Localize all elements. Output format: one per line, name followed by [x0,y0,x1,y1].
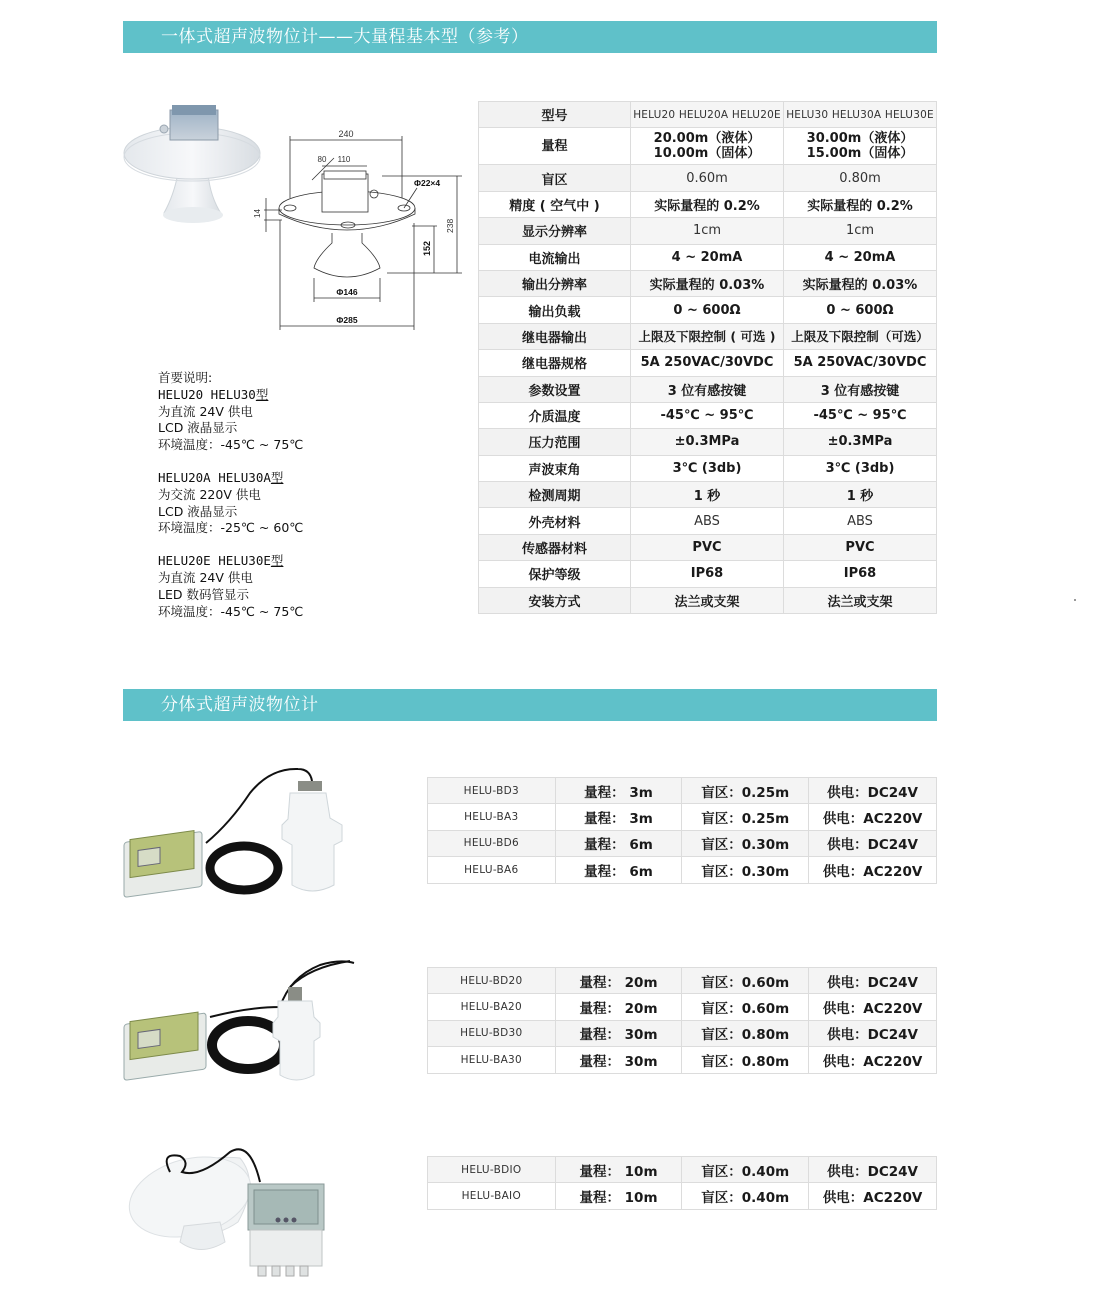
table-row [428,968,937,994]
row-label: 精度 ( 空气中 ) [479,191,631,217]
table-row [428,1047,937,1073]
section-title-integrated: 一体式超声波物位计——大量程基本型（参考） [123,21,937,53]
table-row [479,350,937,376]
value-cell [783,128,936,165]
table-row [479,323,937,349]
row-label: 电流输出 [479,244,631,270]
row-label: 介质温度 [479,402,631,428]
value-cell: PVC [631,534,784,560]
dim-width: 240 [338,129,354,139]
range-cell: 量程： 30m [555,1047,682,1073]
model-cell: HELU-BA30 [428,1047,556,1073]
value-cell: 3℃ (3db) [631,455,784,481]
table-row [479,376,937,402]
value-cell: 4 ~ 20mA [783,244,936,270]
value-cell: 1 秒 [783,482,936,508]
note-line: LCD 液晶显示 [158,420,238,436]
range-cell: 量程： 6m [555,830,682,856]
model-cell: HELU20 HELU20A HELU20E [631,102,784,128]
table-row [428,1183,937,1209]
table-row [479,218,937,244]
split-model-table-3 [427,1156,937,1210]
table-row [428,804,937,830]
value-cell: PVC [783,534,936,560]
dim-holes: Φ22×4 [414,178,441,188]
value-cell: 3 位有感按键 [783,376,936,402]
power-cell: 供电：DC24V [809,1020,937,1046]
power-cell: 供电：DC24V [809,830,937,856]
split-meter-photo-small [120,763,365,913]
table-row [428,1020,937,1046]
integrated-meter-photo [120,95,270,230]
model-cell: HELU-BA6 [428,857,556,883]
range-cell: 量程： 3m [555,778,682,804]
value-cell: IP68 [631,561,784,587]
table-row [479,402,937,428]
row-label: 盲区 [479,165,631,191]
value-cell: 上限及下限控制 ( 可选 ) [631,323,784,349]
model-cell: HELU-BD6 [428,830,556,856]
range-cell: 量程： 3m [555,804,682,830]
range-liquid: 20.00m（液体） [653,131,761,147]
note-model: HELU20A HELU30A [158,469,271,485]
dim-flange-thickness: 14 [253,209,262,218]
value-cell: 0 ~ 600Ω [631,297,784,323]
row-label: 型号 [479,102,631,128]
dimension-drawing [252,128,467,333]
split-flange-meter-photo [120,1142,370,1292]
value-cell: IP68 [783,561,936,587]
table-row [428,857,937,883]
row-label: 压力范围 [479,429,631,455]
split-meter-photo-large [120,957,365,1087]
row-label: 继电器规格 [479,350,631,376]
power-cell: 供电：AC220V [809,857,937,883]
note-block [158,553,303,620]
value-cell: 3 位有感按键 [631,376,784,402]
note-line: 环境温度：-25℃ ~ 60℃ [158,520,304,536]
value-cell: ±0.3MPa [783,429,936,455]
model-notes [158,370,303,636]
row-label: 继电器输出 [479,323,631,349]
dim-total-height: 238 [445,218,455,233]
notes-heading: 首要说明: [158,370,213,385]
value-cell: 1cm [631,218,784,244]
row-label: 声波束角 [479,455,631,481]
note-block [158,387,303,454]
row-label: 安装方式 [479,587,631,613]
blind-cell: 盲区：0.25m [682,804,809,830]
power-cell: 供电：DC24V [809,778,937,804]
table-row [428,1157,937,1183]
blind-cell: 盲区：0.25m [682,778,809,804]
table-row [479,165,937,191]
range-cell: 量程： 10m [555,1183,682,1209]
blind-cell: 盲区：0.30m [682,857,809,883]
row-label: 输出负载 [479,297,631,323]
note-line: 为交流 220V 供电 [158,486,261,502]
value-cell: 0.80m [783,165,936,191]
note-line: 为直流 24V 供电 [158,403,253,419]
value-cell: 1cm [783,218,936,244]
note-model-suffix: 型 [255,386,269,402]
value-cell: 3℃ (3db) [783,455,936,481]
power-cell: 供电：DC24V [809,968,937,994]
blind-cell: 盲区：0.80m [682,1047,809,1073]
value-cell: 实际量程的 0.2% [631,191,784,217]
table-row [479,191,937,217]
model-cell: HELU-BD20 [428,968,556,994]
table-row [479,561,937,587]
table-row [479,102,937,128]
value-cell: ±0.3MPa [631,429,784,455]
note-model: HELU20E HELU30E [158,553,271,569]
power-cell: 供电：AC220V [809,1047,937,1073]
value-cell: 5A 250VAC/30VDC [631,350,784,376]
range-liquid: 30.00m（液体） [806,131,914,147]
table-row [428,778,937,804]
value-cell: 实际量程的 0.03% [783,270,936,296]
model-cell: HELU-BD3 [428,778,556,804]
model-cell: HELU-BA20 [428,994,556,1020]
row-label: 保护等级 [479,561,631,587]
dim-flange-diameter: Φ285 [336,315,358,325]
table-row [428,830,937,856]
blind-cell: 盲区：0.40m [682,1183,809,1209]
value-cell: 实际量程的 0.2% [783,191,936,217]
value-cell: 法兰或支架 [631,587,784,613]
blind-cell: 盲区：0.30m [682,830,809,856]
model-cell: HELU-BA3 [428,804,556,830]
row-label: 输出分辨率 [479,270,631,296]
model-cell: HELU-BAIO [428,1183,556,1209]
value-cell: -45℃ ~ 95℃ [783,402,936,428]
value-cell: 0.60m [631,165,784,191]
table-row [479,587,937,613]
row-label: 传感器材料 [479,534,631,560]
dim-box-depth: 80 [317,155,327,164]
split-model-table-2 [427,967,937,1074]
section-title-split: 分体式超声波物位计 [123,689,937,721]
model-cell: HELU-BD30 [428,1020,556,1046]
value-cell: 上限及下限控制（可选） [783,323,936,349]
value-cell: 5A 250VAC/30VDC [783,350,936,376]
range-cell: 量程： 6m [555,857,682,883]
range-cell: 量程： 30m [555,1020,682,1046]
table-row [479,297,937,323]
range-cell: 量程： 20m [555,994,682,1020]
note-model-suffix: 型 [270,553,284,569]
note-model: HELU20 HELU30 [158,386,256,402]
dim-horn-height: 152 [422,240,432,256]
row-label: 外壳材料 [479,508,631,534]
model-cell: HELU30 HELU30A HELU30E [783,102,936,128]
note-line: LCD 液晶显示 [158,503,238,519]
value-cell: ABS [631,508,784,534]
range-solid: 10.00m（固体） [653,146,761,162]
table-row [479,508,937,534]
blind-cell: 盲区：0.80m [682,1020,809,1046]
dim-horn-diameter: Φ146 [336,287,358,297]
table-row [428,994,937,1020]
value-cell: -45℃ ~ 95℃ [631,402,784,428]
note-block [158,470,303,537]
row-label: 量程 [479,128,631,165]
power-cell: 供电：AC220V [809,804,937,830]
table-row [479,270,937,296]
row-label: 检测周期 [479,482,631,508]
dim-box-width: 110 [337,155,351,164]
table-row [479,455,937,481]
row-label: 参数设置 [479,376,631,402]
value-cell [631,128,784,165]
blind-cell: 盲区：0.60m [682,968,809,994]
blind-cell: 盲区：0.40m [682,1157,809,1183]
blind-cell: 盲区：0.60m [682,994,809,1020]
power-cell: 供电：DC24V [809,1157,937,1183]
spec-table [478,101,937,614]
range-cell: 量程： 10m [555,1157,682,1183]
note-model-suffix: 型 [270,469,284,485]
stray-mark [1074,599,1076,601]
value-cell: 实际量程的 0.03% [631,270,784,296]
note-line: 环境温度：-45℃ ~ 75℃ [158,437,304,453]
range-cell: 量程： 20m [555,968,682,994]
power-cell: 供电：AC220V [809,1183,937,1209]
table-row [479,534,937,560]
model-cell: HELU-BDIO [428,1157,556,1183]
row-label: 显示分辨率 [479,218,631,244]
table-row [479,128,937,165]
value-cell: ABS [783,508,936,534]
table-row [479,244,937,270]
note-line: 环境温度：-45℃ ~ 75℃ [158,603,304,619]
table-row [479,429,937,455]
power-cell: 供电：AC220V [809,994,937,1020]
range-solid: 15.00m（固体） [806,146,914,162]
value-cell: 0 ~ 600Ω [783,297,936,323]
note-line: 为直流 24V 供电 [158,569,253,585]
split-model-table-1 [427,777,937,884]
note-line: LED 数码管显示 [158,586,249,602]
value-cell: 1 秒 [631,482,784,508]
value-cell: 法兰或支架 [783,587,936,613]
value-cell: 4 ~ 20mA [631,244,784,270]
table-row [479,482,937,508]
